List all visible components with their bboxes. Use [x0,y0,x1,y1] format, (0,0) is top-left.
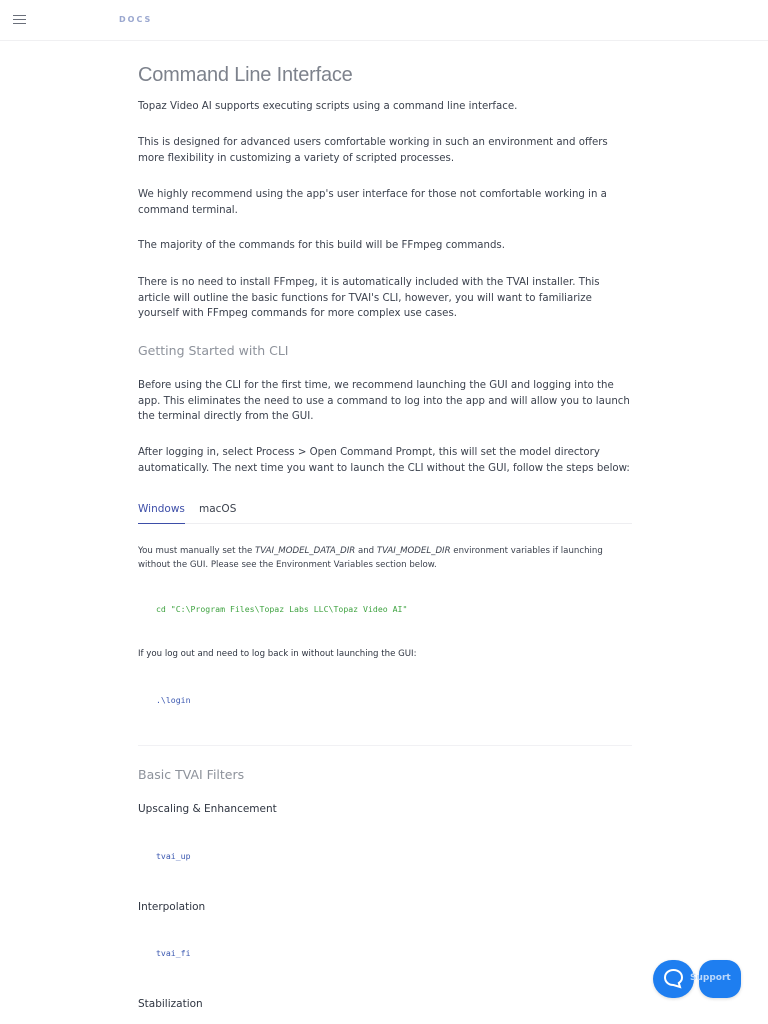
chat-bubble-icon [663,968,684,989]
intro-paragraph-4: The majority of the commands for this build will be FFmpeg commands. [138,240,505,251]
tab-windows[interactable]: Windows [138,503,185,524]
intro-paragraph-2: This is designed for advanced users comfortable working in such an environment and offers more flexibility in customizing a variety of scripted processes. [138,137,608,164]
os-tabs [138,503,632,524]
intro-paragraph-5: There is no need to install FFmpeg, it is automatically included with the TVAI installer. This article will outline the basic functions for TVAI's CLI, however, you will want to familiarize yourself with FFmpeg commands for more complex use cases. [138,277,600,319]
env-var-model-data-dir: TVAI_MODEL_DATA_DIR [255,546,356,556]
filter-label-interpolation: Interpolation [138,901,206,913]
env-var-model-dir: TVAI_MODEL_DIR [376,546,451,556]
section-heading-basic-filters: Basic TVAI Filters [138,767,245,782]
filter-label-upscaling: Upscaling & Enhancement [138,803,277,815]
filter-label-stabilization: Stabilization [138,998,203,1010]
code-tvai-up[interactable]: tvai_up [156,851,191,861]
top-navigation-bar [0,0,768,41]
section-heading-getting-started: Getting Started with CLI [138,343,289,358]
code-tvai-fi[interactable]: tvai_fi [156,948,191,958]
support-chat-button[interactable] [653,960,694,998]
intro-paragraph-3: We highly recommend using the app's user interface for those not comfortable working in a command terminal. [138,189,607,216]
env-var-note: You must manually set the TVAI_MODEL_DATA_DIR and TVAI_MODEL_DIR environment variables if launching without the GUI. Please see the Environment Variables section below. [138,546,603,570]
hamburger-menu-icon[interactable] [13,15,26,25]
page-title: Command Line Interface [138,64,353,86]
section-divider [138,745,632,746]
tab-macos[interactable]: macOS [199,503,237,515]
docs-logo[interactable]: DOCS [119,15,153,24]
getting-started-paragraph-2: After logging in, select Process > Open Command Prompt, this will set the model directory automatically. The next time you want to launch the CLI without the GUI, follow the steps below: [138,447,630,474]
intro-paragraph-1: Topaz Video AI supports executing scripts using a command line interface. [138,101,518,112]
logout-instructions: If you log out and need to log back in without launching the GUI: [138,649,417,659]
code-cd-command[interactable]: cd "C:\Program Files\Topaz Labs LLC\Topaz Video AI" [156,604,408,614]
getting-started-paragraph-1: Before using the CLI for the first time, we recommend launching the GUI and logging into the app. This eliminates the need to use a command to log into the app and will allow you to launch the terminal directly from the GUI. [138,380,630,422]
support-label[interactable]: Support [690,973,731,983]
code-login-command[interactable]: .\login [156,695,191,705]
